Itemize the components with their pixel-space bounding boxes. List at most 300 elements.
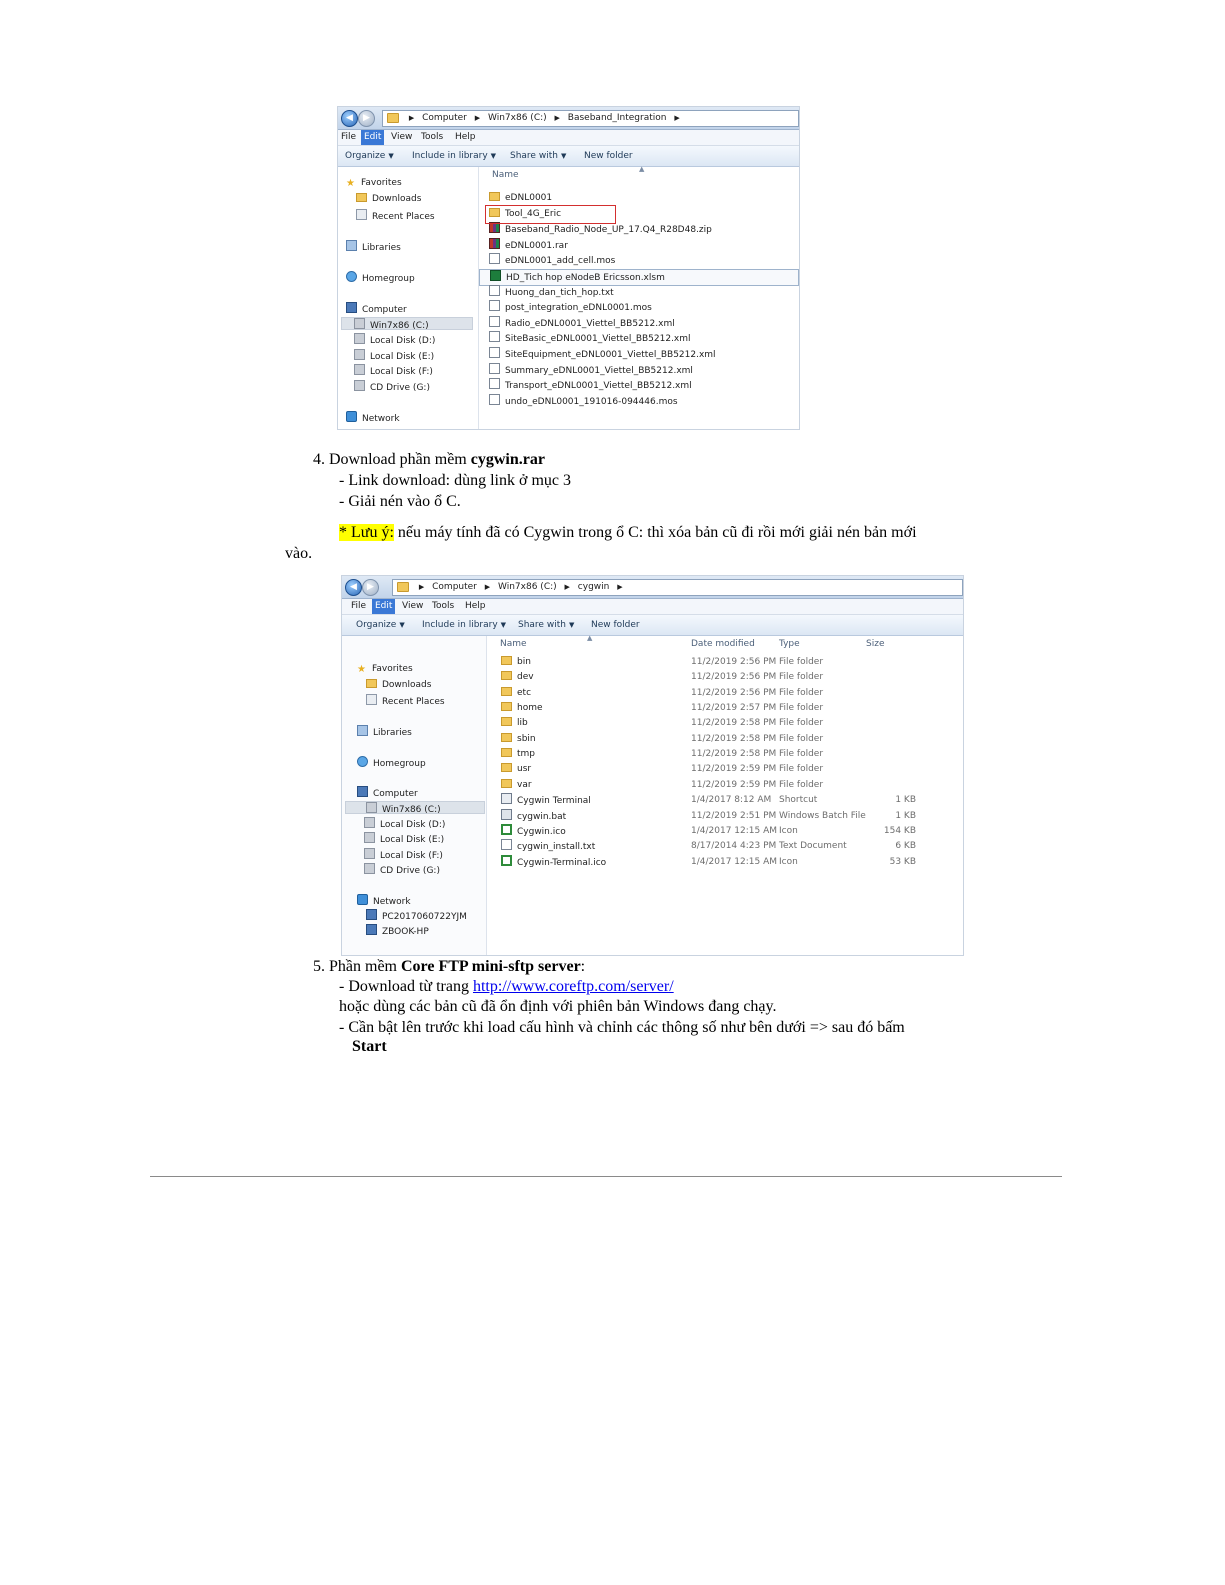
drive-icon (354, 333, 365, 344)
downloads-icon (356, 193, 367, 202)
step4-note (339, 523, 917, 543)
sort-arrow-icon: ▲ (587, 634, 593, 642)
forward-icon[interactable]: ▶ (358, 110, 375, 127)
chevron-right-icon: ▶ (617, 583, 623, 591)
nav-drive-d[interactable] (364, 817, 445, 830)
file-type: Shortcut (779, 795, 818, 806)
highlight-box (485, 205, 616, 224)
address-bar (338, 107, 799, 130)
file-row[interactable] (479, 378, 799, 393)
navigation-pane (338, 167, 479, 429)
file-row[interactable] (487, 716, 963, 731)
nav-label: Downloads (372, 194, 422, 204)
star-icon: ★ (346, 178, 355, 189)
file-date: 1/4/2017 8:12 AM (691, 795, 772, 806)
nav-label: Downloads (382, 680, 432, 690)
organize-label: Organize (345, 151, 386, 161)
step5-line4 (352, 1037, 387, 1057)
nav-label: Local Disk (E:) (370, 352, 435, 362)
folder-icon (501, 656, 512, 665)
nav-drive-e[interactable] (364, 832, 444, 845)
menu-bar (342, 599, 963, 615)
cd-drive-icon (364, 863, 375, 874)
file-type: File folder (779, 703, 824, 714)
rar-icon (489, 238, 500, 249)
computer-icon (366, 909, 377, 920)
note-label: * Lưu ý: (339, 524, 394, 541)
file-name-text: Cygwin.ico (517, 826, 566, 837)
doc-icon (489, 347, 500, 358)
file-type: File folder (779, 764, 824, 775)
nav-favorites[interactable] (357, 663, 413, 676)
file-type: Windows Batch File (779, 810, 866, 821)
doc-icon (489, 316, 500, 327)
file-date: 1/4/2017 12:15 AM (691, 825, 778, 836)
nav-label: Homegroup (362, 274, 415, 284)
nav-label: Local Disk (F:) (370, 367, 433, 377)
drive-icon (364, 832, 375, 843)
file-name (501, 855, 606, 871)
include-label: Include in library (412, 151, 488, 161)
page-divider (150, 1176, 1062, 1177)
nav-label: Local Disk (F:) (380, 851, 443, 861)
file-row[interactable] (487, 762, 963, 777)
new-folder-button[interactable]: New folder (584, 151, 633, 161)
nav-drive-f[interactable] (364, 848, 443, 861)
step5-line2: hoặc dùng các bản cũ đã ổn định với phiên bản Windows đang chạy. (339, 998, 777, 1015)
step5-suffix: : (580, 958, 586, 975)
nav-favorites[interactable] (346, 177, 402, 190)
file-name (501, 732, 536, 747)
file-row[interactable] (487, 732, 963, 747)
coreftp-link[interactable]: http://www.coreftp.com/server/ (472, 978, 674, 995)
recent-places-icon (356, 209, 367, 220)
file-size: 154 KB (883, 825, 916, 836)
file-row[interactable] (479, 238, 799, 253)
breadcrumb-item[interactable]: Computer (432, 582, 477, 592)
file-row[interactable] (479, 331, 799, 346)
step4-heading (313, 450, 545, 470)
file-row[interactable] (479, 285, 799, 300)
nav-computer[interactable] (357, 786, 418, 799)
bat-icon (501, 809, 512, 820)
file-date: 11/2/2019 2:58 PM (691, 733, 777, 744)
nav-computer[interactable] (346, 302, 407, 315)
file-name-text: SiteBasic_eDNL0001_Viettel_BB5212.xml (505, 334, 691, 345)
chevron-down-icon: ▼ (490, 152, 497, 160)
nav-label: Libraries (362, 243, 401, 253)
chevron-down-icon: ▼ (388, 152, 394, 160)
nav-drive-c[interactable] (345, 801, 485, 814)
file-name-text: lib (517, 718, 528, 729)
file-name-text: HD_Tich hop eNodeB Ericsson.xlsm (506, 273, 665, 283)
file-size: 6 KB (895, 841, 916, 852)
back-icon[interactable]: ◀ (345, 579, 362, 596)
file-name (489, 253, 615, 269)
chevron-right-icon: ▶ (408, 114, 415, 122)
file-type: File folder (779, 718, 824, 729)
nav-homegroup[interactable] (346, 271, 415, 284)
chevron-right-icon: ▶ (418, 583, 425, 591)
folder-icon (501, 687, 512, 696)
chevron-down-icon: ▼ (560, 152, 567, 160)
nav-drive-g[interactable] (354, 380, 430, 393)
chevron-down-icon: ▼ (568, 621, 575, 629)
step4-file: cygwin.rar (470, 451, 545, 468)
breadcrumb-item[interactable]: Win7x86 (C:) (498, 582, 557, 592)
nav-homegroup[interactable] (357, 756, 426, 769)
back-icon[interactable]: ◀ (341, 110, 358, 127)
nav-label: Computer (373, 789, 418, 799)
nav-recent-places[interactable] (356, 209, 435, 222)
cyg-icon (501, 855, 512, 866)
drive-icon (364, 817, 375, 828)
menu-tools[interactable]: Tools (421, 132, 444, 142)
file-name-text: Cygwin Terminal (517, 796, 591, 807)
organize-button[interactable] (345, 146, 394, 166)
nav-label: Favorites (372, 664, 413, 674)
file-name-text: Summary_eDNL0001_Viettel_BB5212.xml (505, 365, 693, 376)
file-row[interactable] (479, 253, 799, 268)
computer-icon (366, 924, 377, 935)
file-name (489, 222, 712, 238)
nav-label: Computer (362, 305, 407, 315)
file-name (501, 824, 566, 840)
step5-download-line (339, 977, 674, 997)
file-name-text: Baseband_Radio_Node_UP_17.Q4_R28D48.zip (505, 225, 712, 236)
chevron-down-icon: ▼ (399, 621, 405, 629)
doc-icon (489, 378, 500, 389)
step5-prefix: 5. Phần mềm (313, 958, 401, 975)
file-name (501, 701, 543, 716)
step4-note-cont: vào. (285, 545, 313, 562)
menu-file[interactable]: File (351, 601, 367, 611)
file-row[interactable] (487, 670, 963, 685)
folder-icon (387, 113, 399, 123)
file-row[interactable] (479, 300, 799, 315)
file-name (489, 191, 552, 206)
menu-bar (338, 130, 799, 146)
include-in-library-button[interactable] (422, 615, 506, 635)
file-name-text: Tool_4G_Eric (505, 208, 562, 219)
nav-network-pc2[interactable] (366, 924, 429, 937)
navigation-pane (342, 636, 487, 955)
doc-icon (489, 394, 500, 405)
step5-heading (313, 957, 585, 977)
file-name-text: usr (517, 764, 532, 775)
column-header-name[interactable]: Name (492, 170, 519, 180)
chevron-right-icon: ▶ (474, 114, 481, 122)
nav-label: Local Disk (E:) (380, 835, 445, 845)
include-in-library-button[interactable] (412, 146, 496, 166)
address-bar (342, 576, 963, 599)
menu-file[interactable]: File (341, 132, 357, 142)
file-name (501, 747, 535, 762)
file-name (501, 670, 534, 685)
file-name-text: eDNL0001.rar (505, 240, 568, 251)
drive-icon (364, 848, 375, 859)
share-label: Share with (518, 620, 566, 630)
step4-line2: - Giải nén vào ổ C. (339, 493, 461, 510)
breadcrumb-item[interactable]: Win7x86 (C:) (488, 113, 547, 123)
menu-tools[interactable]: Tools (432, 601, 455, 611)
file-type: Text Document (779, 841, 847, 852)
include-label: Include in library (422, 620, 498, 630)
file-size: 53 KB (889, 856, 916, 867)
column-header-size[interactable]: Size (866, 639, 885, 649)
file-row[interactable] (487, 686, 963, 701)
file-name (489, 300, 652, 316)
libraries-icon (346, 240, 357, 251)
explorer-window-baseband (337, 106, 800, 430)
file-name (489, 378, 692, 394)
homegroup-icon (357, 756, 368, 767)
breadcrumb-item[interactable]: Baseband_Integration (567, 113, 667, 123)
file-date: 11/2/2019 2:56 PM (691, 687, 777, 698)
nav-label: Local Disk (D:) (380, 820, 446, 830)
new-folder-button[interactable]: New folder (591, 620, 640, 630)
libraries-icon (357, 725, 368, 736)
nav-drive-f[interactable] (354, 364, 433, 377)
file-type: File folder (779, 657, 824, 667)
nav-label: Network (373, 897, 411, 907)
file-date: 8/17/2014 4:23 PM (691, 841, 777, 852)
file-name-text: dev (517, 672, 534, 683)
step5-software: Core FTP mini-sftp server (401, 958, 581, 975)
file-date: 11/2/2019 2:59 PM (691, 779, 777, 790)
file-row[interactable] (479, 191, 799, 206)
doc-icon (489, 331, 500, 342)
file-name (501, 839, 595, 855)
folder-icon (501, 702, 512, 711)
nav-downloads[interactable] (356, 193, 421, 206)
sort-arrow-icon: ▲ (639, 165, 645, 173)
nav-drive-e[interactable] (354, 349, 434, 362)
file-name (501, 809, 566, 825)
folder-icon (501, 763, 512, 772)
file-row[interactable] (487, 855, 963, 870)
nav-label: Recent Places (382, 697, 445, 707)
star-icon: ★ (357, 664, 366, 675)
file-row[interactable] (487, 747, 963, 762)
folder-icon (501, 779, 512, 788)
drive-icon (366, 802, 377, 813)
file-name-text: Huong_dan_tich_hop.txt (505, 287, 614, 298)
file-name-text: home (517, 703, 543, 714)
share-with-button[interactable] (510, 146, 566, 166)
file-row[interactable] (479, 394, 799, 409)
drive-icon (354, 364, 365, 375)
breadcrumb[interactable] (382, 110, 799, 127)
downloads-icon (366, 679, 377, 688)
file-type: File folder (779, 687, 824, 698)
file-name-text: eDNL0001 (505, 193, 553, 203)
file-type: File folder (779, 779, 824, 790)
file-row[interactable] (487, 778, 963, 793)
nav-drive-g[interactable] (364, 863, 440, 876)
file-date: 11/2/2019 2:51 PM (691, 810, 777, 821)
file-date: 11/2/2019 2:58 PM (691, 718, 777, 729)
lnk-icon (501, 793, 512, 804)
folder-icon (397, 582, 409, 592)
column-header-type[interactable]: Type (779, 639, 800, 649)
organize-label: Organize (356, 620, 397, 630)
command-bar (338, 146, 799, 167)
file-name (489, 238, 568, 254)
nav-label: PC2017060722YJM (382, 912, 467, 922)
nav-drive-c[interactable] (341, 317, 473, 330)
menu-view[interactable]: View (402, 601, 424, 611)
nav-downloads[interactable] (366, 679, 431, 692)
nav-label: Win7x86 (C:) (382, 805, 441, 815)
cyg-icon (501, 824, 512, 835)
share-label: Share with (510, 151, 558, 161)
cd-drive-icon (354, 380, 365, 391)
nav-label: Recent Places (372, 212, 435, 222)
file-name-text: cygwin_install.txt (517, 842, 596, 853)
recent-places-icon (366, 694, 377, 705)
file-name-text: Cygwin-Terminal.ico (517, 857, 607, 868)
doc-icon (489, 363, 500, 374)
folder-icon (489, 192, 500, 201)
file-name-text: Radio_eDNL0001_Viettel_BB5212.xml (505, 318, 675, 329)
file-name-text: bin (517, 657, 531, 667)
nav-label: Favorites (361, 178, 402, 188)
file-type: File folder (779, 672, 824, 683)
file-type: Icon (779, 856, 798, 867)
file-name (501, 686, 531, 701)
file-name (501, 793, 591, 809)
menu-edit[interactable]: Edit (372, 599, 395, 614)
file-name-text: undo_eDNL0001_191016-094446.mos (505, 396, 678, 407)
file-name-text: var (517, 779, 532, 790)
file-name (489, 363, 693, 379)
file-name-text: tmp (517, 749, 536, 760)
nav-libraries[interactable] (346, 240, 401, 253)
homegroup-icon (346, 271, 357, 282)
folder-icon (501, 748, 512, 757)
file-date: 11/2/2019 2:56 PM (691, 672, 777, 683)
doc-icon (489, 300, 500, 311)
computer-icon (346, 302, 357, 313)
nav-label: ZBOOK-HP (382, 927, 429, 937)
nav-label: Local Disk (D:) (370, 336, 436, 346)
chevron-right-icon: ▶ (554, 114, 560, 122)
file-date: 11/2/2019 2:56 PM (691, 657, 777, 667)
nav-network-pc1[interactable] (366, 909, 467, 922)
doc-icon (489, 285, 500, 296)
command-bar (342, 615, 963, 636)
breadcrumb[interactable] (392, 579, 963, 596)
doc-icon (501, 839, 512, 850)
file-date: 1/4/2017 12:15 AM (691, 856, 778, 867)
nav-label: Network (362, 414, 400, 424)
file-name (501, 655, 531, 670)
column-header-name[interactable]: Name (500, 639, 527, 649)
nav-recent-places[interactable] (366, 694, 445, 707)
file-row[interactable] (487, 655, 963, 670)
file-name-text: Transport_eDNL0001_Viettel_BB5212.xml (505, 381, 692, 392)
file-name (489, 394, 678, 410)
file-size: 1 KB (895, 810, 916, 821)
breadcrumb-item[interactable]: Computer (422, 113, 467, 123)
breadcrumb-item[interactable]: cygwin (577, 582, 610, 592)
file-row[interactable] (487, 809, 963, 824)
file-name (501, 778, 532, 793)
file-size: 1 KB (895, 795, 916, 806)
nav-network[interactable] (346, 411, 400, 424)
file-row[interactable] (479, 222, 799, 237)
chevron-right-icon: ▶ (674, 114, 680, 122)
forward-icon[interactable]: ▶ (362, 579, 379, 596)
share-with-button[interactable] (518, 615, 574, 635)
step4-prefix: 4. Download phần mềm (313, 451, 471, 468)
network-icon (346, 411, 357, 422)
menu-edit[interactable]: Edit (361, 130, 384, 145)
file-row[interactable] (479, 363, 799, 378)
file-name-text: cygwin.bat (517, 811, 567, 822)
file-row[interactable] (479, 347, 799, 362)
organize-button[interactable] (356, 615, 405, 635)
file-row[interactable] (487, 793, 963, 808)
menu-help[interactable]: Help (455, 132, 476, 142)
chevron-down-icon: ▼ (500, 621, 507, 629)
file-name-text: sbin (517, 733, 536, 744)
folder-icon (501, 671, 512, 680)
folder-icon (501, 733, 512, 742)
file-row[interactable] (479, 316, 799, 331)
step5-line3: - Cần bật lên trước khi load cấu hình và chỉnh các thông số như bên dưới => sau đó bấm (339, 1019, 905, 1036)
file-name (489, 316, 675, 332)
nav-label: CD Drive (G:) (370, 383, 430, 393)
nav-label: Win7x86 (C:) (370, 321, 429, 331)
file-row[interactable] (479, 269, 799, 286)
nav-network[interactable] (357, 894, 411, 907)
xls-icon (490, 270, 501, 281)
chevron-right-icon: ▶ (564, 583, 570, 591)
nav-libraries[interactable] (357, 725, 412, 738)
file-name (489, 285, 614, 301)
file-row[interactable] (487, 839, 963, 854)
file-type: File folder (779, 733, 824, 744)
file-row[interactable] (487, 701, 963, 716)
explorer-window-cygwin (341, 575, 964, 956)
file-name-text: etc (517, 687, 532, 698)
nav-label: Libraries (373, 728, 412, 738)
file-type: File folder (779, 749, 824, 760)
file-type: Icon (779, 825, 798, 836)
drive-icon (354, 318, 365, 329)
menu-view[interactable]: View (391, 132, 413, 142)
nav-label: Homegroup (373, 759, 426, 769)
file-date: 11/2/2019 2:57 PM (691, 703, 777, 714)
nav-drive-d[interactable] (354, 333, 435, 346)
note-text: nếu máy tính đã có Cygwin trong ổ C: thì xóa bản cũ đi rồi mới giải nén bản mới (393, 524, 917, 541)
file-name (489, 331, 691, 347)
file-name-text: eDNL0001_add_cell.mos (505, 256, 616, 267)
menu-help[interactable]: Help (465, 601, 486, 611)
nav-label: CD Drive (G:) (380, 866, 440, 876)
file-list (487, 636, 963, 955)
computer-icon (357, 786, 368, 797)
file-name-text: post_integration_eDNL0001.mos (505, 303, 652, 314)
chevron-right-icon: ▶ (484, 583, 491, 591)
column-header-date[interactable]: Date modified (691, 639, 755, 649)
file-name-text: SiteEquipment_eDNL0001_Viettel_BB5212.xml (505, 350, 716, 360)
folder-icon (501, 717, 512, 726)
file-name (489, 347, 716, 363)
file-row[interactable] (487, 824, 963, 839)
